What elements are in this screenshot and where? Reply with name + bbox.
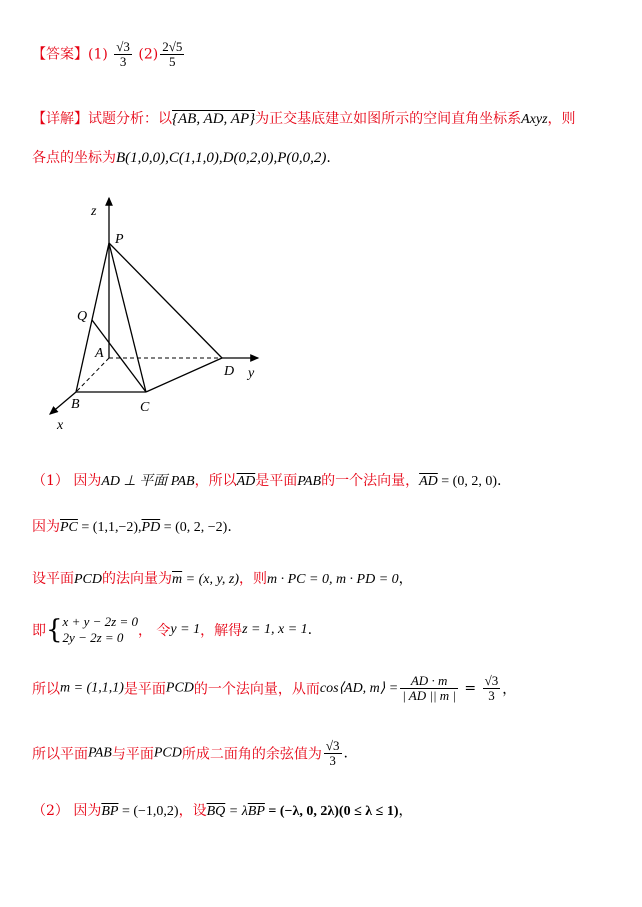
basis-vectors: {AB, AD, AP} <box>172 111 256 127</box>
cosine-result-numerator: √3 <box>484 673 499 688</box>
part1-line-5 <box>32 674 516 703</box>
part1-and-plane: 与平面 <box>111 746 154 763</box>
vector-PC-value: = (1,1,−2), <box>77 520 142 535</box>
part2-line-end: ， <box>398 803 413 819</box>
part1-so: ，所以 <box>194 473 237 489</box>
part1-line-3 <box>32 568 413 588</box>
detail-tag: 【详解】 <box>32 111 88 127</box>
cosine-result-denominator: 3 <box>488 688 495 703</box>
detail-basis-text: 为正交基底建立如图所示的空间直角坐标系 <box>255 111 522 127</box>
vector-m: $\overline{m}$ <box>172 572 183 587</box>
vector-BP: $\overline{BP}$ <box>101 804 119 819</box>
answer-tag: 【答案】 <box>32 46 88 63</box>
part1-intro: （1） 因为 <box>32 473 102 489</box>
dihedral-denominator: 3 <box>329 753 336 768</box>
label-Q: Q <box>77 309 88 324</box>
cosine-expression: cos⟨AD, m⟩ = <box>319 681 399 696</box>
vector-AD: $\overline{AD}$ <box>236 474 256 489</box>
edge-AB-hidden <box>76 358 109 392</box>
vector-BQ-value: = (−λ, 0, 2λ)(0 ≤ λ ≤ 1) <box>264 804 399 819</box>
dihedral-numerator: √3 <box>325 738 340 753</box>
point-coordinates: B(1,0,0),C(1,1,0),D(0,2,0),P(0,0,2) <box>116 150 327 166</box>
part1-line-2 <box>32 516 232 536</box>
cosine-result <box>483 674 501 703</box>
part1-line1-end: . <box>497 473 502 489</box>
equals-sign: = <box>459 680 481 697</box>
part1-line-4 <box>32 614 312 646</box>
part2-intro: （2） 因为 <box>32 803 102 819</box>
cosine-numerator: AD · m <box>400 674 458 689</box>
cosine-denominator: | AD || m | <box>402 688 456 703</box>
dot-product-conditions: m · PC = 0, m · PD = 0 <box>267 572 399 587</box>
label-z: z <box>91 204 97 219</box>
vector-PD-value: = (0, 2, −2) <box>160 520 228 535</box>
part1-conclusion: 所以平面 <box>32 746 88 763</box>
normal-m-value: m = (1,1,1) <box>60 680 124 696</box>
answer-part1-denominator: 3 <box>119 54 127 69</box>
edge-CD <box>146 358 222 392</box>
part2-line-1 <box>32 800 413 820</box>
label-C: C <box>140 400 150 415</box>
part1-normal-thus: 的一个法向量，从而 <box>193 681 320 698</box>
part1-line-6 <box>32 739 348 768</box>
label-B: B <box>71 397 80 412</box>
coordinate-system-name: Axyz <box>521 112 548 127</box>
part1-let: ， 令 <box>137 623 171 639</box>
detail-period: . <box>326 150 331 166</box>
plane-PCD: PCD <box>74 572 102 587</box>
part1-line3-end: ， <box>398 571 413 587</box>
dihedral-cosine <box>324 739 342 768</box>
detail-intro: 试题分析：以 <box>88 111 172 127</box>
cosine-fraction <box>400 674 458 703</box>
part1-is-plane: 是平面 <box>255 473 298 489</box>
perpendicular-statement: AD ⊥ 平面 PAB <box>101 474 195 489</box>
solution-values: z = 1, x = 1 <box>242 622 308 637</box>
vector-AD-value: = (0, 2, 0) <box>437 474 498 489</box>
label-y: y <box>248 366 255 381</box>
part1-solve: ，解得 <box>200 623 243 639</box>
answer-part1-numerator: √3 <box>116 39 130 54</box>
detail-then: ，则 <box>547 111 576 127</box>
label-A: A <box>95 346 104 361</box>
answer-part2-denominator: 5 <box>169 54 176 69</box>
plane-PAB: PAB <box>297 474 322 489</box>
part1-because: 因为 <box>32 519 60 535</box>
vector-BP-2: $\overline{BP}$ <box>247 804 265 819</box>
label-x: x <box>57 418 64 433</box>
part1-therefore: 所以 <box>32 681 60 698</box>
equation-system <box>63 614 138 646</box>
equation-2: 2y − 2z = 0 <box>62 630 124 645</box>
part1-line2-end: . <box>227 519 232 535</box>
detail-coords-label: 各点的坐标为 <box>32 150 116 166</box>
plane-PAB-2: PAB <box>88 745 112 761</box>
equation-1: x + y − 2z = 0 <box>62 614 138 629</box>
plane-PCD-2: PCD <box>165 680 194 696</box>
part1-normal-text: 的一个法向量， <box>321 473 420 489</box>
lambda-times: = λ <box>225 804 248 819</box>
vector-m-value: = (x, y, z) <box>182 572 239 587</box>
vector-PC: $\overline{PC}$ <box>60 520 78 535</box>
part1-line4-end: . <box>307 622 313 638</box>
let-y-value: y = 1 <box>170 622 201 637</box>
part1-line5-end: ， <box>502 681 517 698</box>
part1-then: ，则 <box>239 571 267 587</box>
part1-normal-is: 的法向量为 <box>102 571 172 587</box>
vector-BQ: $\overline{BQ}$ <box>206 804 226 819</box>
plane-PCD-3: PCD <box>153 745 182 761</box>
vector-AD-2: $\overline{AD}$ <box>419 474 438 489</box>
system-brace: { <box>46 615 63 645</box>
part1-line-1 <box>32 470 501 490</box>
part2-let: ，设 <box>178 803 207 819</box>
vector-BP-value: = (−1,0,2) <box>118 804 179 819</box>
answer-part1-label: (1) <box>88 46 108 63</box>
part1-dihedral-text: 所成二面角的余弦值为 <box>181 746 322 763</box>
edge-PD <box>109 243 222 358</box>
label-P: P <box>115 232 124 247</box>
answer-part2-label: (2) <box>138 46 159 63</box>
part1-i-e: 即 <box>32 623 46 639</box>
label-D: D <box>224 364 235 379</box>
part1-is-plane-2: 是平面 <box>123 681 166 698</box>
part1-let-plane: 设平面 <box>32 571 74 587</box>
answer-part2-numerator: 2√5 <box>162 39 183 54</box>
edge-PC <box>109 243 146 392</box>
part1-line6-end: . <box>343 745 348 762</box>
vector-PD: $\overline{PD}$ <box>141 520 161 535</box>
